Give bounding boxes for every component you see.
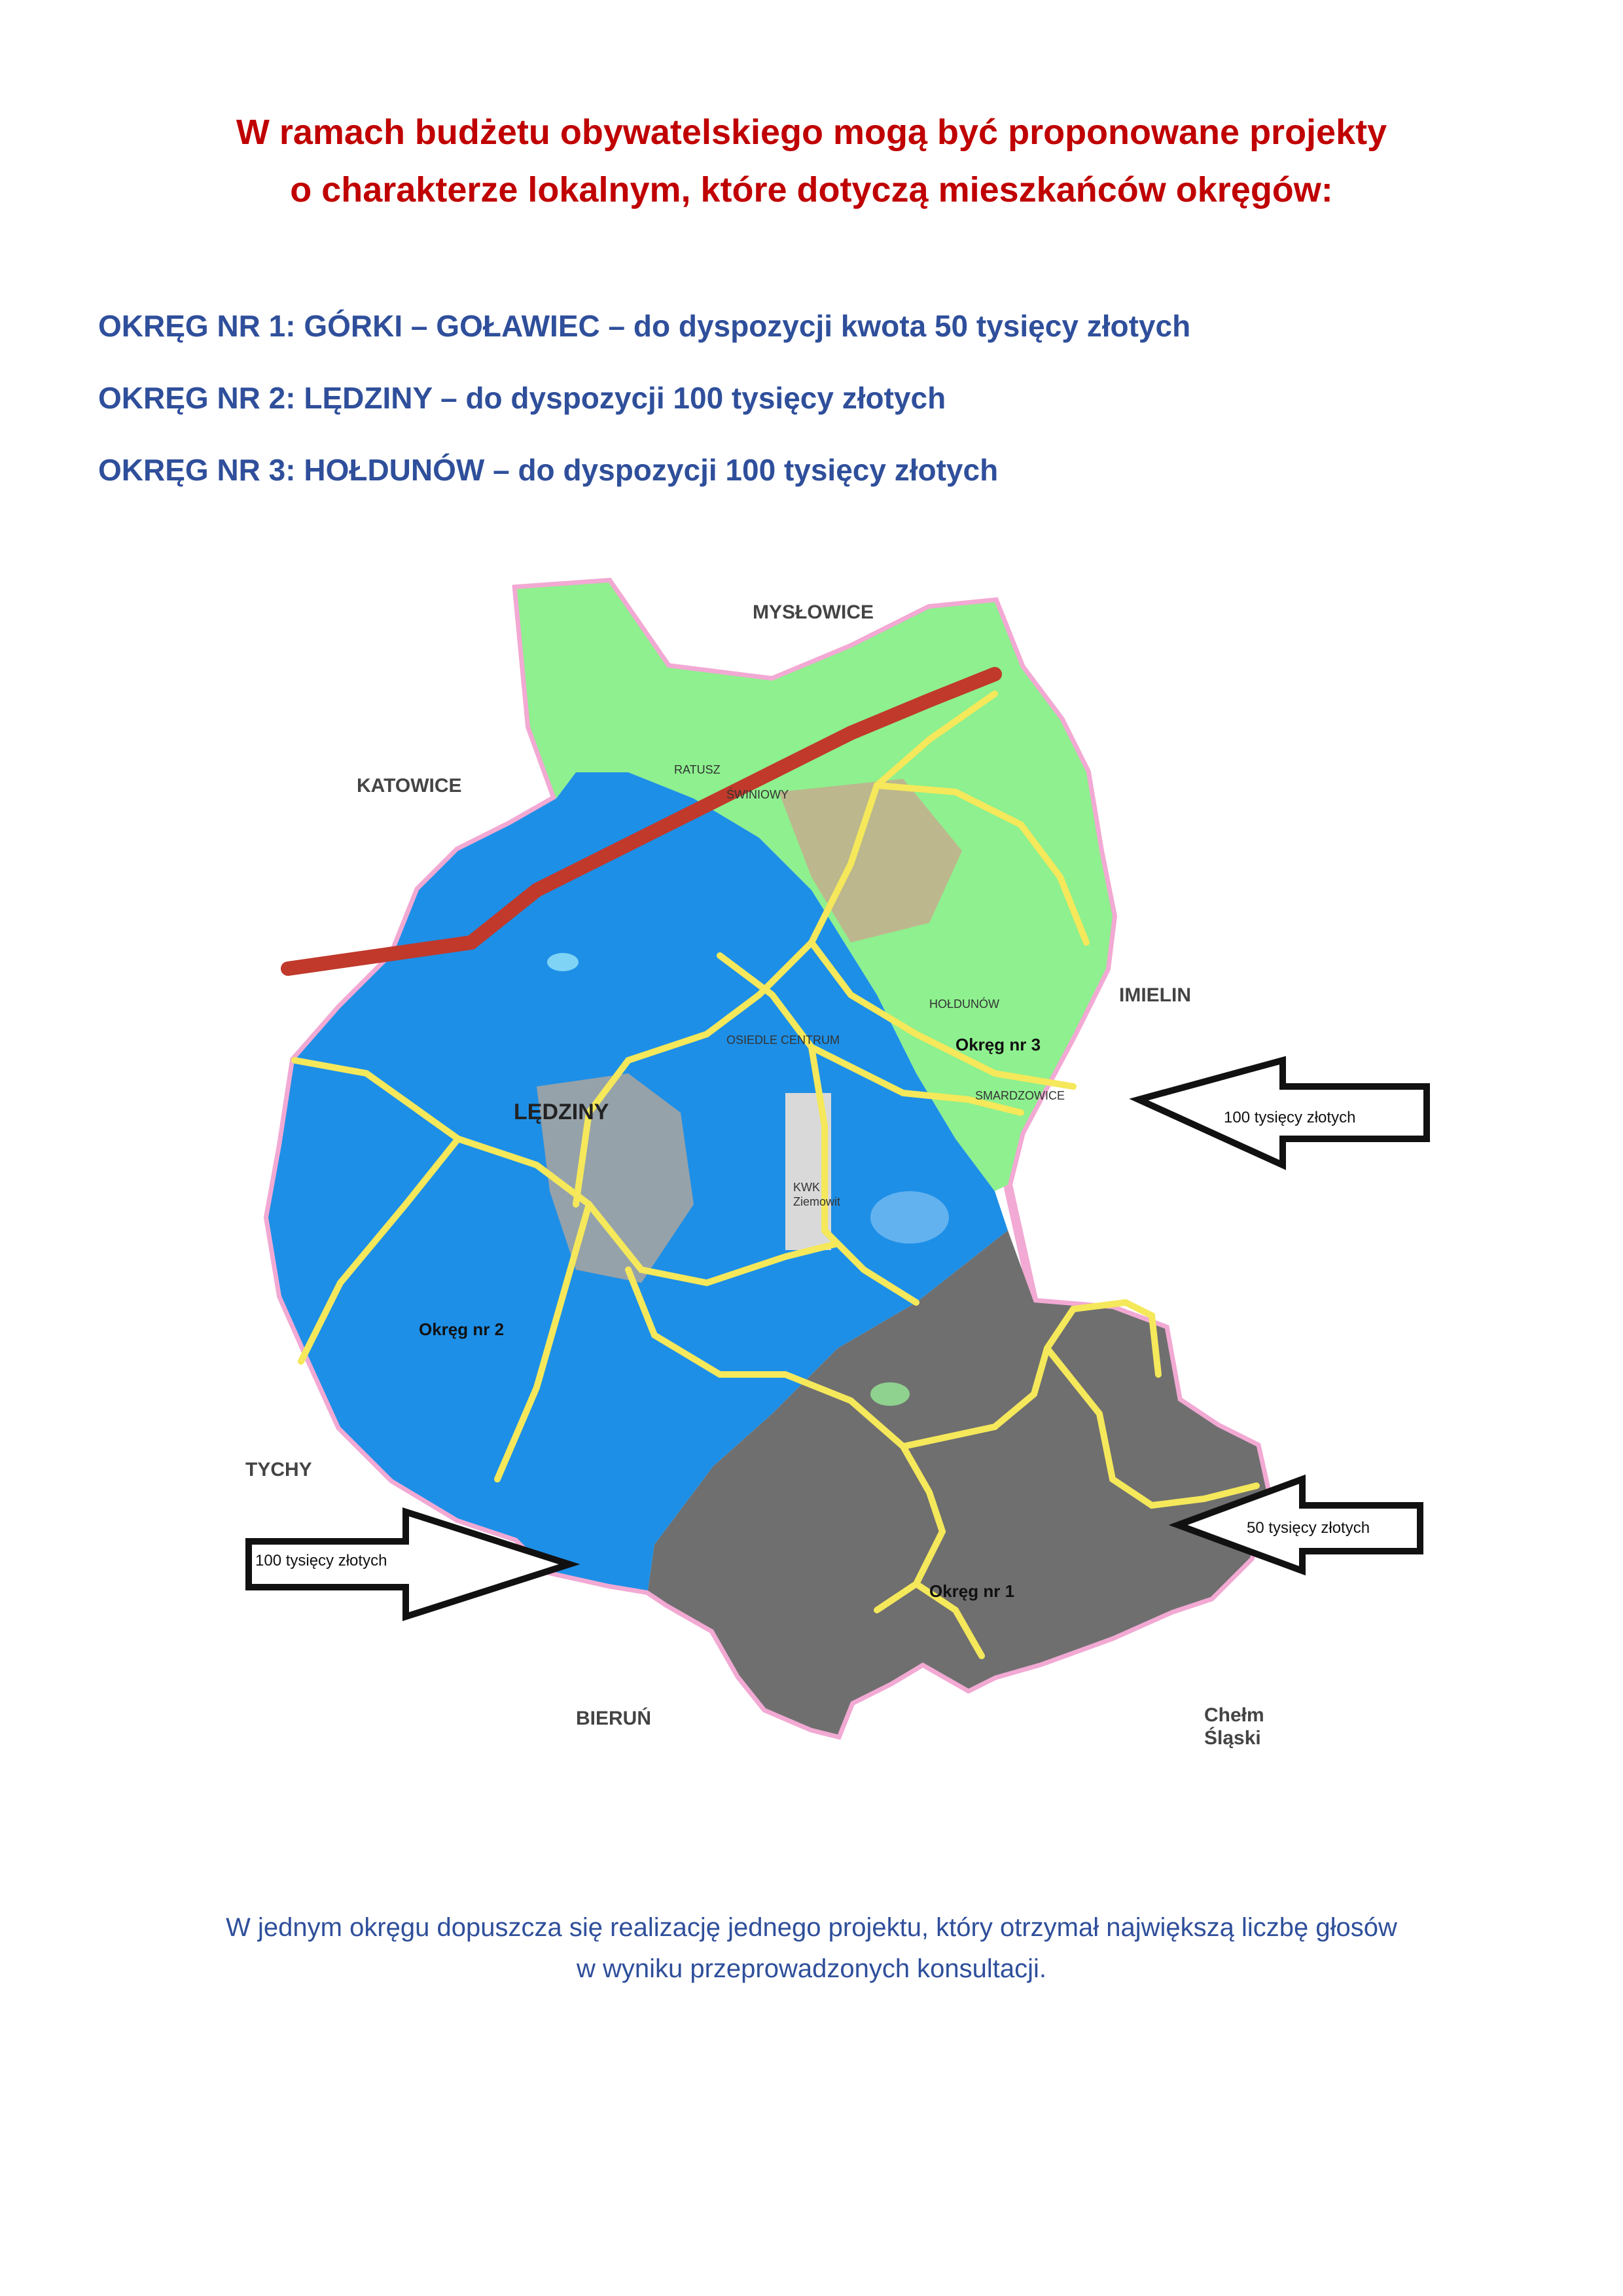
- districts-map: [0, 576, 1623, 1885]
- heading-line-2: o charakterze lokalnym, które dotyczą mieszkańców okręgów:: [290, 170, 1333, 209]
- heading-line-1: W ramach budżetu obywatelskiego mogą być proponowane projekty: [236, 113, 1387, 152]
- label-myslowice: MYSŁOWICE: [753, 601, 874, 623]
- water-body: [870, 1191, 949, 1244]
- label-ledziny: LĘDZINY: [514, 1100, 609, 1124]
- water-body: [870, 1382, 910, 1406]
- label-imielin: IMIELIN: [1119, 984, 1191, 1006]
- label-osiedle-centrum: OSIEDLE CENTRUM: [726, 1033, 840, 1047]
- label-kwk-line-2: Ziemowit: [793, 1195, 841, 1208]
- district-2-line: OKRĘG NR 2: LĘDZINY – do dyspozycji 100 tysięcy złotych: [98, 381, 946, 415]
- label-tychy: TYCHY: [245, 1459, 312, 1480]
- district-1-line: OKRĘG NR 1: GÓRKI – GOŁAWIEC – do dyspozycji kwota 50 tysięcy złotych: [98, 309, 1191, 343]
- label-okreg-2: Okręg nr 2: [419, 1319, 505, 1339]
- label-kwk-line-1: KWK: [793, 1181, 821, 1194]
- label-chelm-line-1: Chełm: [1204, 1704, 1264, 1726]
- label-holdunow: HOŁDUNÓW: [929, 997, 999, 1011]
- label-ratusz: RATUSZ: [674, 763, 721, 776]
- label-chelm-line-2: Śląski: [1204, 1727, 1261, 1749]
- label-katowice: KATOWICE: [357, 775, 462, 797]
- label-swiniowy: ŚWINIOWY: [726, 788, 789, 801]
- label-smardzowice: SMARDZOWICE: [975, 1089, 1065, 1102]
- label-okreg-1: Okręg nr 1: [929, 1581, 1015, 1601]
- arrow-okreg-3: [1139, 1060, 1427, 1165]
- district-3-line: OKRĘG NR 3: HOŁDUNÓW – do dyspozycji 100 tysięcy złotych: [98, 453, 999, 487]
- arrow-okreg-2-label: 100 tysięcy złotych: [255, 1552, 387, 1570]
- label-okreg-3: Okręg nr 3: [955, 1035, 1041, 1054]
- water-body: [547, 953, 579, 971]
- footer-line-1: W jednym okręgu dopuszcza się realizację jednego projektu, który otrzymał największą liczbę głosów: [226, 1913, 1397, 1942]
- label-bierun: BIERUŃ: [576, 1708, 652, 1729]
- footer-line-2: w wyniku przeprowadzonych konsultacji.: [576, 1954, 1047, 1983]
- arrow-okreg-3-label: 100 tysięcy złotych: [1224, 1109, 1356, 1126]
- arrow-okreg-1-label: 50 tysięcy złotych: [1247, 1519, 1370, 1537]
